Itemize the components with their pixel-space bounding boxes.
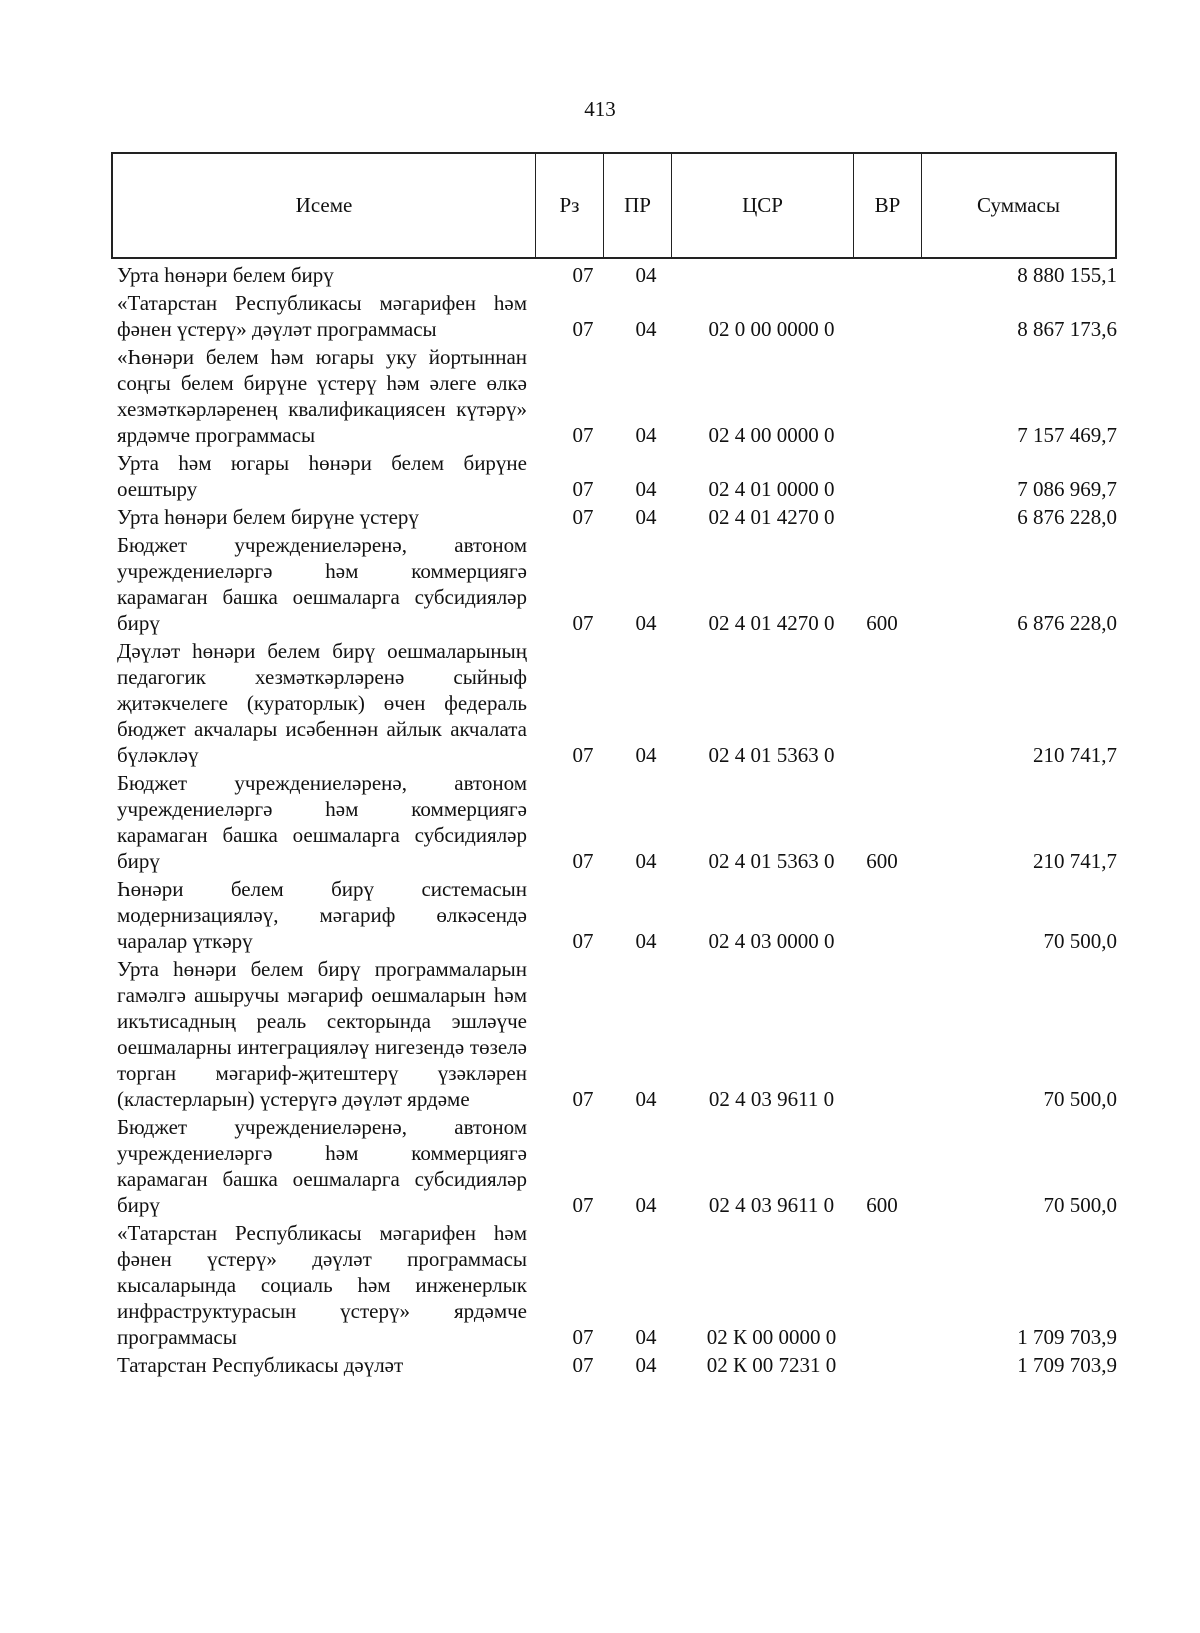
table-row <box>117 1114 1117 1218</box>
table-row <box>117 956 1117 1112</box>
row-vr: 600 <box>866 611 898 635</box>
row-csr: 02 4 01 5363 0 <box>708 849 835 873</box>
row-name: «Һөнәри белем һәм югары уку йортыннан соңгы белем бирүне үстерү һәм әлеге өлкә хезмәткәрләренең квалификациясен күтәрү» ярдәмче программасы <box>117 345 527 447</box>
row-csr: 02 4 01 5363 0 <box>708 743 835 767</box>
row-name: Дәүләт һөнәри белем бирү оешмаларының педагогик хезмәткәрләренә сыйныф җитәкчелеге (кураторлык) өчен федераль бюджет акчалары исәбеннән айлык акчалата бүләкләү <box>117 639 527 767</box>
row-csr: 02 4 03 9611 0 <box>708 1193 835 1217</box>
row-name: Татарстан Республикасы дәүләт <box>117 1353 404 1377</box>
row-sum: 70 500,0 <box>1043 1193 1117 1217</box>
row-name: Урта һөнәри белем бирү <box>117 263 334 287</box>
row-pr: 04 <box>635 1353 657 1377</box>
row-rz: 07 <box>572 1325 594 1349</box>
row-name: Һөнәри белем бирү системасын модернизацияләү, мәгариф өлкәсендә чаралар үткәрү <box>117 877 527 953</box>
row-vr: 600 <box>866 849 898 873</box>
row-csr: 02 4 01 0000 0 <box>708 477 835 501</box>
header-vr: ВР <box>854 154 922 257</box>
row-rz: 07 <box>572 929 594 953</box>
row-rz: 07 <box>572 1353 594 1377</box>
table-row <box>117 1220 1117 1350</box>
table-row <box>117 450 1117 502</box>
table-row <box>117 504 1117 530</box>
row-sum: 7 157 469,7 <box>1017 423 1117 447</box>
table-header <box>111 152 1117 259</box>
row-csr: 02 0 00 0000 0 <box>708 317 835 341</box>
table-row <box>117 290 1117 342</box>
row-rz: 07 <box>572 477 594 501</box>
row-name: Урта һәм югары һөнәри белем бирүне оештыру <box>117 451 527 501</box>
row-name: Урта һөнәри белем бирүне үстерү <box>117 505 419 529</box>
row-sum: 210 741,7 <box>1033 743 1117 767</box>
row-pr: 04 <box>635 505 657 529</box>
row-rz: 07 <box>572 317 594 341</box>
row-pr: 04 <box>635 743 657 767</box>
row-csr: 02 К 00 0000 0 <box>706 1325 837 1349</box>
row-rz: 07 <box>572 849 594 873</box>
row-rz: 07 <box>572 611 594 635</box>
row-sum: 70 500,0 <box>1043 929 1117 953</box>
row-pr: 04 <box>635 423 657 447</box>
row-pr: 04 <box>635 1087 657 1111</box>
table-row <box>117 344 1117 448</box>
row-rz: 07 <box>572 505 594 529</box>
row-sum: 1 709 703,9 <box>1017 1325 1117 1349</box>
header-csr: ЦСР <box>672 154 854 257</box>
row-name: Бюджет учреждениеләренә, автоном учреждениеләргә һәм коммерциягә карамаган башка оешмаларга субсидияләр бирү <box>117 533 527 635</box>
row-name: «Татарстан Республикасы мәгарифен һәм фәнен үстерү» дәүләт программасы <box>117 291 527 341</box>
row-rz: 07 <box>572 263 594 287</box>
row-sum: 1 709 703,9 <box>1017 1353 1117 1377</box>
row-pr: 04 <box>635 263 657 287</box>
header-sum: Суммасы <box>977 193 1060 217</box>
row-rz: 07 <box>572 423 594 447</box>
table-body <box>117 262 1117 1380</box>
row-sum: 8 867 173,6 <box>1017 317 1117 341</box>
table-row <box>117 876 1117 954</box>
row-name: Бюджет учреждениеләренә, автоном учреждениеләргә һәм коммерциягә карамаган башка оешмаларга субсидияләр бирү <box>117 771 527 873</box>
table-row <box>117 770 1117 874</box>
table-row <box>117 1352 1117 1378</box>
row-sum: 6 876 228,0 <box>1017 505 1117 529</box>
row-pr: 04 <box>635 1325 657 1349</box>
row-rz: 07 <box>572 1087 594 1111</box>
row-csr: 02 К 00 7231 0 <box>706 1353 837 1377</box>
table-row <box>117 262 1117 288</box>
row-csr: 02 4 03 0000 0 <box>708 929 835 953</box>
row-pr: 04 <box>635 929 657 953</box>
row-pr: 04 <box>635 477 657 501</box>
row-sum: 7 086 969,7 <box>1017 477 1117 501</box>
row-vr: 600 <box>866 1193 898 1217</box>
row-pr: 04 <box>635 1193 657 1217</box>
row-csr: 02 4 00 0000 0 <box>708 423 835 447</box>
row-sum: 210 741,7 <box>1033 849 1117 873</box>
row-pr: 04 <box>635 849 657 873</box>
row-csr: 02 4 03 9611 0 <box>708 1087 835 1111</box>
row-rz: 07 <box>572 1193 594 1217</box>
table-row <box>117 638 1117 768</box>
row-csr: 02 4 01 4270 0 <box>708 505 835 529</box>
row-pr: 04 <box>635 317 657 341</box>
row-csr: 02 4 01 4270 0 <box>708 611 835 635</box>
header-name: Исеме <box>113 154 536 257</box>
row-name: Бюджет учреждениеләренә, автоном учреждениеләргә һәм коммерциягә карамаган башка оешмаларга субсидияләр бирү <box>117 1115 527 1217</box>
row-name: «Татарстан Республикасы мәгарифен һәм фәнен үстерү» дәүләт программасы кысаларында социаль һәм инженерлык инфраструктурасын үстерү» ярдәмче программасы <box>117 1221 527 1349</box>
row-sum: 70 500,0 <box>1043 1087 1117 1111</box>
header-rz: Рз <box>536 154 604 257</box>
header-pr: ПР <box>604 154 672 257</box>
page-number: 413 <box>584 97 616 121</box>
row-sum: 8 880 155,1 <box>1017 263 1117 287</box>
row-name: Урта һөнәри белем бирү программаларын гамәлгә ашыручы мәгариф оешмаларын һәм икътисадның реаль секторында эшләүче оешмаларны интеграцияләү нигезендә төзелә торган мәгариф-җитештерү үзәкләрен (кластерларын) үстерүгә дәүләт ярдәме <box>117 957 527 1111</box>
row-pr: 04 <box>635 611 657 635</box>
row-sum: 6 876 228,0 <box>1017 611 1117 635</box>
table-row <box>117 532 1117 636</box>
row-rz: 07 <box>572 743 594 767</box>
